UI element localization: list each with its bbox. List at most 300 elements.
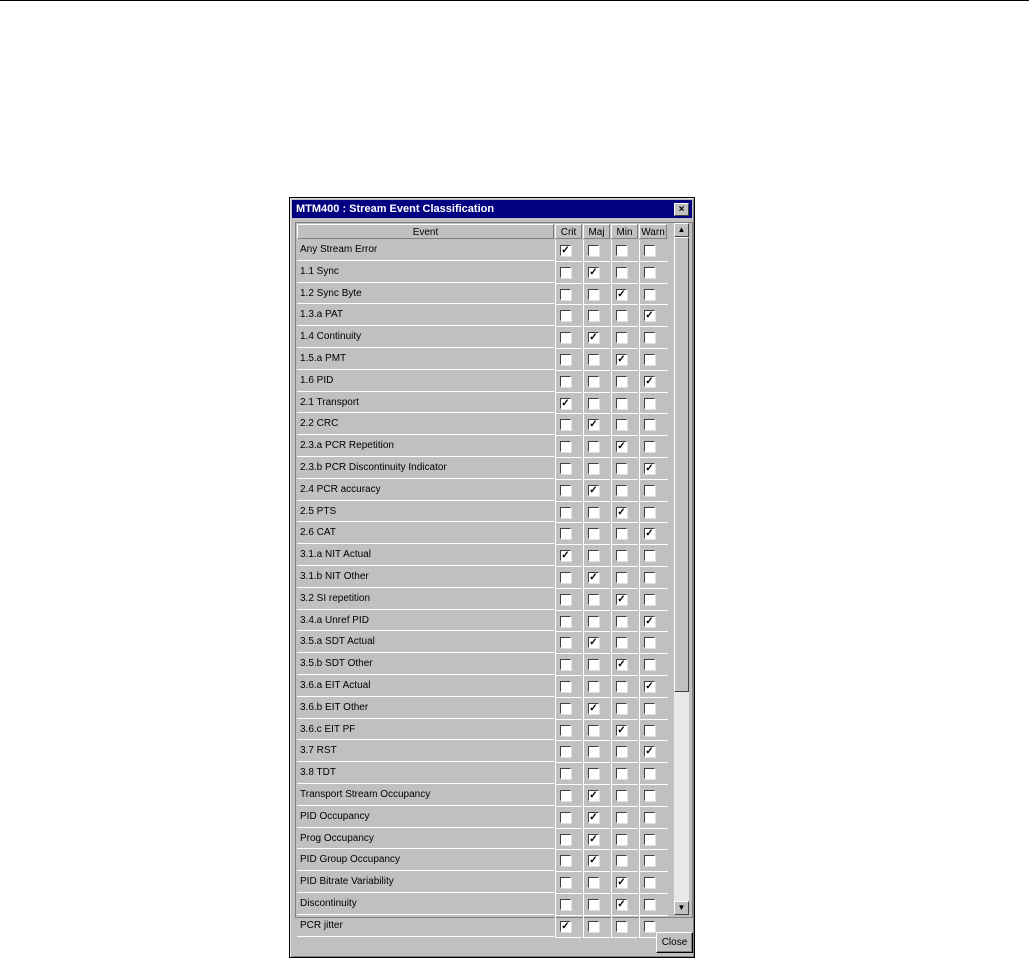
close-button[interactable]: Close xyxy=(656,932,693,953)
warn-checkbox[interactable] xyxy=(644,812,655,823)
warn-cell xyxy=(639,676,668,698)
min-cell xyxy=(611,284,638,306)
min-checkbox[interactable] xyxy=(616,834,627,845)
maj-checkbox[interactable] xyxy=(588,725,599,736)
crit-checkbox[interactable]: ✓ xyxy=(561,245,570,256)
column-divider xyxy=(611,502,612,523)
column-divider xyxy=(555,850,556,871)
maj-checkbox[interactable]: ✓ xyxy=(589,266,598,278)
maj-checkbox[interactable]: ✓ xyxy=(589,789,598,801)
warn-cell xyxy=(639,654,668,676)
column-divider xyxy=(555,240,556,261)
maj-checkbox[interactable] xyxy=(588,376,599,387)
min-cell xyxy=(611,676,638,698)
crit-checkbox[interactable] xyxy=(560,310,571,321)
crit-checkbox[interactable] xyxy=(560,332,571,343)
maj-cell xyxy=(583,611,610,633)
warn-checkbox[interactable] xyxy=(644,398,655,409)
maj-checkbox[interactable] xyxy=(588,310,599,321)
min-checkbox[interactable] xyxy=(616,419,627,430)
crit-checkbox[interactable] xyxy=(560,485,571,496)
column-header-crit[interactable]: Crit xyxy=(555,224,582,239)
warn-checkbox[interactable] xyxy=(644,637,655,648)
warn-cell xyxy=(639,305,668,327)
maj-checkbox[interactable] xyxy=(588,877,599,888)
min-cell xyxy=(611,349,638,371)
crit-checkbox[interactable] xyxy=(560,528,571,539)
warn-checkbox[interactable] xyxy=(644,289,655,300)
maj-cell xyxy=(583,632,610,654)
maj-cell xyxy=(583,284,610,306)
maj-checkbox[interactable] xyxy=(588,616,599,627)
maj-checkbox[interactable]: ✓ xyxy=(589,419,598,431)
min-checkbox[interactable] xyxy=(616,746,627,757)
column-divider xyxy=(611,741,612,762)
column-divider xyxy=(555,676,556,697)
warn-checkbox[interactable] xyxy=(644,572,655,583)
scroll-thumb[interactable] xyxy=(674,237,689,692)
column-divider xyxy=(555,741,556,762)
maj-cell xyxy=(583,720,610,742)
maj-cell xyxy=(583,414,610,436)
column-divider xyxy=(639,502,640,523)
column-divider xyxy=(611,589,612,610)
crit-cell xyxy=(555,894,582,916)
column-divider xyxy=(583,393,584,414)
crit-checkbox[interactable] xyxy=(560,441,571,452)
warn-checkbox[interactable]: ✓ xyxy=(645,462,654,474)
warn-cell xyxy=(639,632,668,654)
crit-cell xyxy=(555,480,582,502)
column-header-min[interactable]: Min xyxy=(611,224,638,239)
event-name: 3.2 SI repetition xyxy=(297,589,554,610)
column-divider xyxy=(583,720,584,741)
column-divider xyxy=(611,829,612,850)
column-divider xyxy=(555,763,556,784)
min-checkbox[interactable]: ✓ xyxy=(617,877,626,889)
maj-checkbox[interactable] xyxy=(588,463,599,474)
column-divider xyxy=(611,763,612,784)
min-cell xyxy=(611,502,638,524)
column-divider xyxy=(583,502,584,523)
column-header-maj[interactable]: Maj xyxy=(583,224,610,239)
min-checkbox[interactable] xyxy=(616,681,627,692)
min-cell xyxy=(611,589,638,611)
column-divider xyxy=(583,850,584,871)
column-divider xyxy=(639,676,640,697)
event-name: 3.6.b EIT Other xyxy=(297,698,554,719)
crit-checkbox[interactable] xyxy=(560,834,571,845)
maj-checkbox[interactable]: ✓ xyxy=(589,332,598,344)
min-checkbox[interactable]: ✓ xyxy=(617,659,626,671)
column-divider xyxy=(555,371,556,392)
crit-checkbox[interactable] xyxy=(560,289,571,300)
table-row xyxy=(297,807,669,829)
column-divider xyxy=(583,741,584,762)
maj-checkbox[interactable]: ✓ xyxy=(589,811,598,823)
maj-checkbox[interactable]: ✓ xyxy=(589,702,598,714)
column-divider xyxy=(639,741,640,762)
crit-checkbox[interactable] xyxy=(560,746,571,757)
column-divider xyxy=(611,327,612,348)
maj-checkbox[interactable]: ✓ xyxy=(589,855,598,867)
crit-cell xyxy=(555,741,582,763)
maj-checkbox[interactable] xyxy=(588,681,599,692)
warn-checkbox[interactable] xyxy=(644,245,655,256)
min-cell xyxy=(611,545,638,567)
warn-checkbox[interactable] xyxy=(644,834,655,845)
event-name: Discontinuity xyxy=(297,894,554,915)
column-divider xyxy=(639,458,640,479)
column-divider xyxy=(555,720,556,741)
maj-checkbox[interactable] xyxy=(588,768,599,779)
maj-checkbox[interactable] xyxy=(588,899,599,910)
crit-checkbox[interactable]: ✓ xyxy=(561,397,570,409)
column-divider xyxy=(583,414,584,435)
event-name: 1.5.a PMT xyxy=(297,349,554,370)
warn-checkbox[interactable]: ✓ xyxy=(645,746,654,758)
min-checkbox[interactable] xyxy=(616,703,627,714)
table-row xyxy=(297,785,669,807)
crit-checkbox[interactable] xyxy=(560,681,571,692)
warn-cell xyxy=(639,894,668,916)
crit-cell xyxy=(555,850,582,872)
table-row xyxy=(297,371,669,393)
column-divider xyxy=(611,676,612,697)
min-cell xyxy=(611,894,638,916)
dialog-title: MTM400 : Stream Event Classification xyxy=(296,203,495,215)
min-checkbox[interactable] xyxy=(616,310,627,321)
table-row xyxy=(297,567,669,589)
warn-cell xyxy=(639,611,668,633)
column-divider xyxy=(611,545,612,566)
warn-cell xyxy=(639,393,668,415)
min-checkbox[interactable]: ✓ xyxy=(617,353,626,365)
crit-checkbox[interactable] xyxy=(560,812,571,823)
crit-checkbox[interactable] xyxy=(560,354,571,365)
warn-checkbox[interactable] xyxy=(644,507,655,518)
maj-cell xyxy=(583,567,610,589)
crit-checkbox[interactable] xyxy=(560,768,571,779)
warn-checkbox[interactable]: ✓ xyxy=(645,310,654,322)
min-checkbox[interactable] xyxy=(616,463,627,474)
column-divider xyxy=(639,305,640,326)
column-divider xyxy=(639,763,640,784)
event-name: 1.2 Sync Byte xyxy=(297,284,554,305)
maj-checkbox[interactable] xyxy=(588,594,599,605)
crit-cell xyxy=(555,611,582,633)
min-checkbox[interactable]: ✓ xyxy=(617,441,626,453)
warn-checkbox[interactable] xyxy=(644,332,655,343)
column-divider xyxy=(611,850,612,871)
warn-cell xyxy=(639,763,668,785)
column-divider xyxy=(583,545,584,566)
column-divider xyxy=(611,807,612,828)
column-divider xyxy=(611,523,612,544)
column-divider xyxy=(639,916,640,937)
column-divider xyxy=(555,305,556,326)
event-name: 2.3.a PCR Repetition xyxy=(297,436,554,457)
maj-cell xyxy=(583,698,610,720)
maj-checkbox[interactable] xyxy=(588,245,599,256)
column-divider xyxy=(611,284,612,305)
warn-checkbox[interactable] xyxy=(644,267,655,278)
crit-checkbox[interactable] xyxy=(560,507,571,518)
min-cell xyxy=(611,850,638,872)
warn-cell xyxy=(639,502,668,524)
scroll-down-icon[interactable]: ▼ xyxy=(674,901,689,915)
column-divider xyxy=(583,589,584,610)
maj-checkbox[interactable] xyxy=(588,550,599,561)
column-divider xyxy=(611,872,612,893)
column-divider xyxy=(583,785,584,806)
min-checkbox[interactable] xyxy=(616,572,627,583)
column-divider xyxy=(583,894,584,915)
table-row xyxy=(297,305,669,327)
column-divider xyxy=(611,349,612,370)
min-cell xyxy=(611,567,638,589)
column-divider xyxy=(555,589,556,610)
column-divider xyxy=(639,240,640,261)
column-divider xyxy=(639,894,640,915)
warn-checkbox[interactable] xyxy=(644,877,655,888)
column-divider xyxy=(611,654,612,675)
column-header-warn[interactable]: Warn xyxy=(639,224,667,239)
maj-cell xyxy=(583,829,610,851)
table-row xyxy=(297,480,669,502)
column-divider xyxy=(639,829,640,850)
min-cell xyxy=(611,654,638,676)
event-name: Transport Stream Occupancy xyxy=(297,785,554,806)
warn-checkbox[interactable] xyxy=(644,419,655,430)
column-divider xyxy=(555,262,556,283)
table-row xyxy=(297,327,669,349)
warn-checkbox[interactable] xyxy=(644,855,655,866)
min-checkbox[interactable] xyxy=(616,921,627,932)
min-cell xyxy=(611,262,638,284)
maj-checkbox[interactable] xyxy=(588,441,599,452)
event-name: Prog Occupancy xyxy=(297,829,554,850)
warn-checkbox[interactable] xyxy=(644,725,655,736)
min-checkbox[interactable] xyxy=(616,267,627,278)
warn-checkbox[interactable] xyxy=(644,485,655,496)
scroll-up-icon[interactable]: ▲ xyxy=(674,223,689,237)
table-row xyxy=(297,654,669,676)
min-cell xyxy=(611,763,638,785)
event-name: 1.3.a PAT xyxy=(297,305,554,326)
column-divider xyxy=(583,654,584,675)
min-checkbox[interactable] xyxy=(616,528,627,539)
warn-cell xyxy=(639,785,668,807)
vertical-scrollbar[interactable] xyxy=(674,223,689,915)
warn-checkbox[interactable]: ✓ xyxy=(645,375,654,387)
min-cell xyxy=(611,785,638,807)
column-divider xyxy=(639,523,640,544)
column-divider xyxy=(611,894,612,915)
warn-checkbox[interactable]: ✓ xyxy=(645,615,654,627)
crit-checkbox[interactable] xyxy=(560,572,571,583)
maj-checkbox[interactable] xyxy=(588,398,599,409)
warn-cell xyxy=(639,371,668,393)
maj-checkbox[interactable] xyxy=(588,746,599,757)
min-checkbox[interactable]: ✓ xyxy=(617,724,626,736)
table-row xyxy=(297,458,669,480)
table-row xyxy=(297,262,669,284)
column-divider xyxy=(611,262,612,283)
column-divider xyxy=(639,436,640,457)
column-divider xyxy=(583,763,584,784)
maj-checkbox[interactable] xyxy=(588,289,599,300)
crit-checkbox[interactable] xyxy=(560,877,571,888)
crit-checkbox[interactable] xyxy=(560,703,571,714)
warn-checkbox[interactable] xyxy=(644,594,655,605)
column-divider xyxy=(555,480,556,501)
warn-cell xyxy=(639,458,668,480)
event-name: PID Occupancy xyxy=(297,807,554,828)
crit-checkbox[interactable]: ✓ xyxy=(561,920,570,932)
crit-checkbox[interactable] xyxy=(560,376,571,387)
column-divider xyxy=(639,785,640,806)
column-divider xyxy=(555,327,556,348)
warn-checkbox[interactable] xyxy=(644,703,655,714)
maj-checkbox[interactable] xyxy=(588,507,599,518)
crit-cell xyxy=(555,240,582,262)
column-divider xyxy=(555,611,556,632)
warn-checkbox[interactable] xyxy=(644,441,655,452)
maj-checkbox[interactable] xyxy=(588,528,599,539)
min-cell xyxy=(611,393,638,415)
column-header-event[interactable]: Event xyxy=(297,224,554,239)
column-divider xyxy=(611,436,612,457)
warn-cell xyxy=(639,349,668,371)
min-checkbox[interactable] xyxy=(616,245,627,256)
maj-checkbox[interactable] xyxy=(588,921,599,932)
column-divider xyxy=(555,567,556,588)
event-name: PCR jitter xyxy=(297,916,554,937)
column-divider xyxy=(611,240,612,261)
crit-checkbox[interactable]: ✓ xyxy=(561,550,570,562)
table-row xyxy=(297,545,669,567)
event-name: 2.6 CAT xyxy=(297,523,554,544)
warn-checkbox[interactable] xyxy=(644,354,655,365)
column-divider xyxy=(639,262,640,283)
min-checkbox[interactable] xyxy=(616,398,627,409)
crit-checkbox[interactable] xyxy=(560,616,571,627)
maj-checkbox[interactable]: ✓ xyxy=(589,833,598,845)
crit-checkbox[interactable] xyxy=(560,419,571,430)
crit-checkbox[interactable] xyxy=(560,267,571,278)
min-checkbox[interactable] xyxy=(616,485,627,496)
crit-checkbox[interactable] xyxy=(560,790,571,801)
column-divider xyxy=(639,654,640,675)
column-divider xyxy=(583,371,584,392)
min-checkbox[interactable] xyxy=(616,637,627,648)
maj-cell xyxy=(583,741,610,763)
warn-cell xyxy=(639,741,668,763)
column-divider xyxy=(611,305,612,326)
min-checkbox[interactable] xyxy=(616,376,627,387)
min-checkbox[interactable]: ✓ xyxy=(617,506,626,518)
maj-checkbox[interactable] xyxy=(588,354,599,365)
maj-cell xyxy=(583,894,610,916)
table-row xyxy=(297,632,669,654)
event-name: 2.3.b PCR Discontinuity Indicator xyxy=(297,458,554,479)
column-divider xyxy=(555,807,556,828)
crit-checkbox[interactable] xyxy=(560,855,571,866)
warn-checkbox[interactable] xyxy=(644,921,655,932)
crit-cell xyxy=(555,763,582,785)
column-divider xyxy=(583,240,584,261)
maj-cell xyxy=(583,545,610,567)
warn-checkbox[interactable]: ✓ xyxy=(645,528,654,540)
maj-cell xyxy=(583,807,610,829)
crit-cell xyxy=(555,676,582,698)
warn-checkbox[interactable] xyxy=(644,550,655,561)
min-checkbox[interactable]: ✓ xyxy=(617,898,626,910)
min-checkbox[interactable] xyxy=(616,616,627,627)
crit-checkbox[interactable] xyxy=(560,725,571,736)
column-divider xyxy=(583,807,584,828)
column-divider xyxy=(583,284,584,305)
min-checkbox[interactable] xyxy=(616,855,627,866)
column-divider xyxy=(583,567,584,588)
maj-checkbox[interactable]: ✓ xyxy=(589,637,598,649)
maj-cell xyxy=(583,676,610,698)
warn-checkbox[interactable]: ✓ xyxy=(645,680,654,692)
min-checkbox[interactable] xyxy=(616,812,627,823)
crit-checkbox[interactable] xyxy=(560,659,571,670)
crit-checkbox[interactable] xyxy=(560,637,571,648)
warn-checkbox[interactable] xyxy=(644,790,655,801)
min-checkbox[interactable] xyxy=(616,768,627,779)
maj-cell xyxy=(583,785,610,807)
column-divider xyxy=(583,458,584,479)
crit-checkbox[interactable] xyxy=(560,594,571,605)
min-checkbox[interactable] xyxy=(616,790,627,801)
maj-checkbox[interactable]: ✓ xyxy=(589,484,598,496)
column-divider xyxy=(639,807,640,828)
min-cell xyxy=(611,916,638,938)
crit-cell xyxy=(555,698,582,720)
min-cell xyxy=(611,807,638,829)
min-cell xyxy=(611,371,638,393)
table-row xyxy=(297,436,669,458)
crit-checkbox[interactable] xyxy=(560,899,571,910)
maj-cell xyxy=(583,327,610,349)
event-name: Any Stream Error xyxy=(297,240,554,261)
maj-cell xyxy=(583,349,610,371)
table-row xyxy=(297,611,669,633)
maj-cell xyxy=(583,436,610,458)
column-divider xyxy=(555,523,556,544)
close-icon[interactable]: × xyxy=(674,203,689,216)
warn-checkbox[interactable] xyxy=(644,659,655,670)
crit-checkbox[interactable] xyxy=(560,463,571,474)
warn-cell xyxy=(639,545,668,567)
min-checkbox[interactable]: ✓ xyxy=(617,593,626,605)
min-checkbox[interactable]: ✓ xyxy=(617,288,626,300)
maj-checkbox[interactable] xyxy=(588,659,599,670)
warn-checkbox[interactable] xyxy=(644,899,655,910)
column-divider xyxy=(583,523,584,544)
column-divider xyxy=(583,327,584,348)
min-checkbox[interactable] xyxy=(616,550,627,561)
warn-checkbox[interactable] xyxy=(644,768,655,779)
column-divider xyxy=(555,654,556,675)
min-checkbox[interactable] xyxy=(616,332,627,343)
maj-cell xyxy=(583,872,610,894)
maj-checkbox[interactable]: ✓ xyxy=(589,571,598,583)
